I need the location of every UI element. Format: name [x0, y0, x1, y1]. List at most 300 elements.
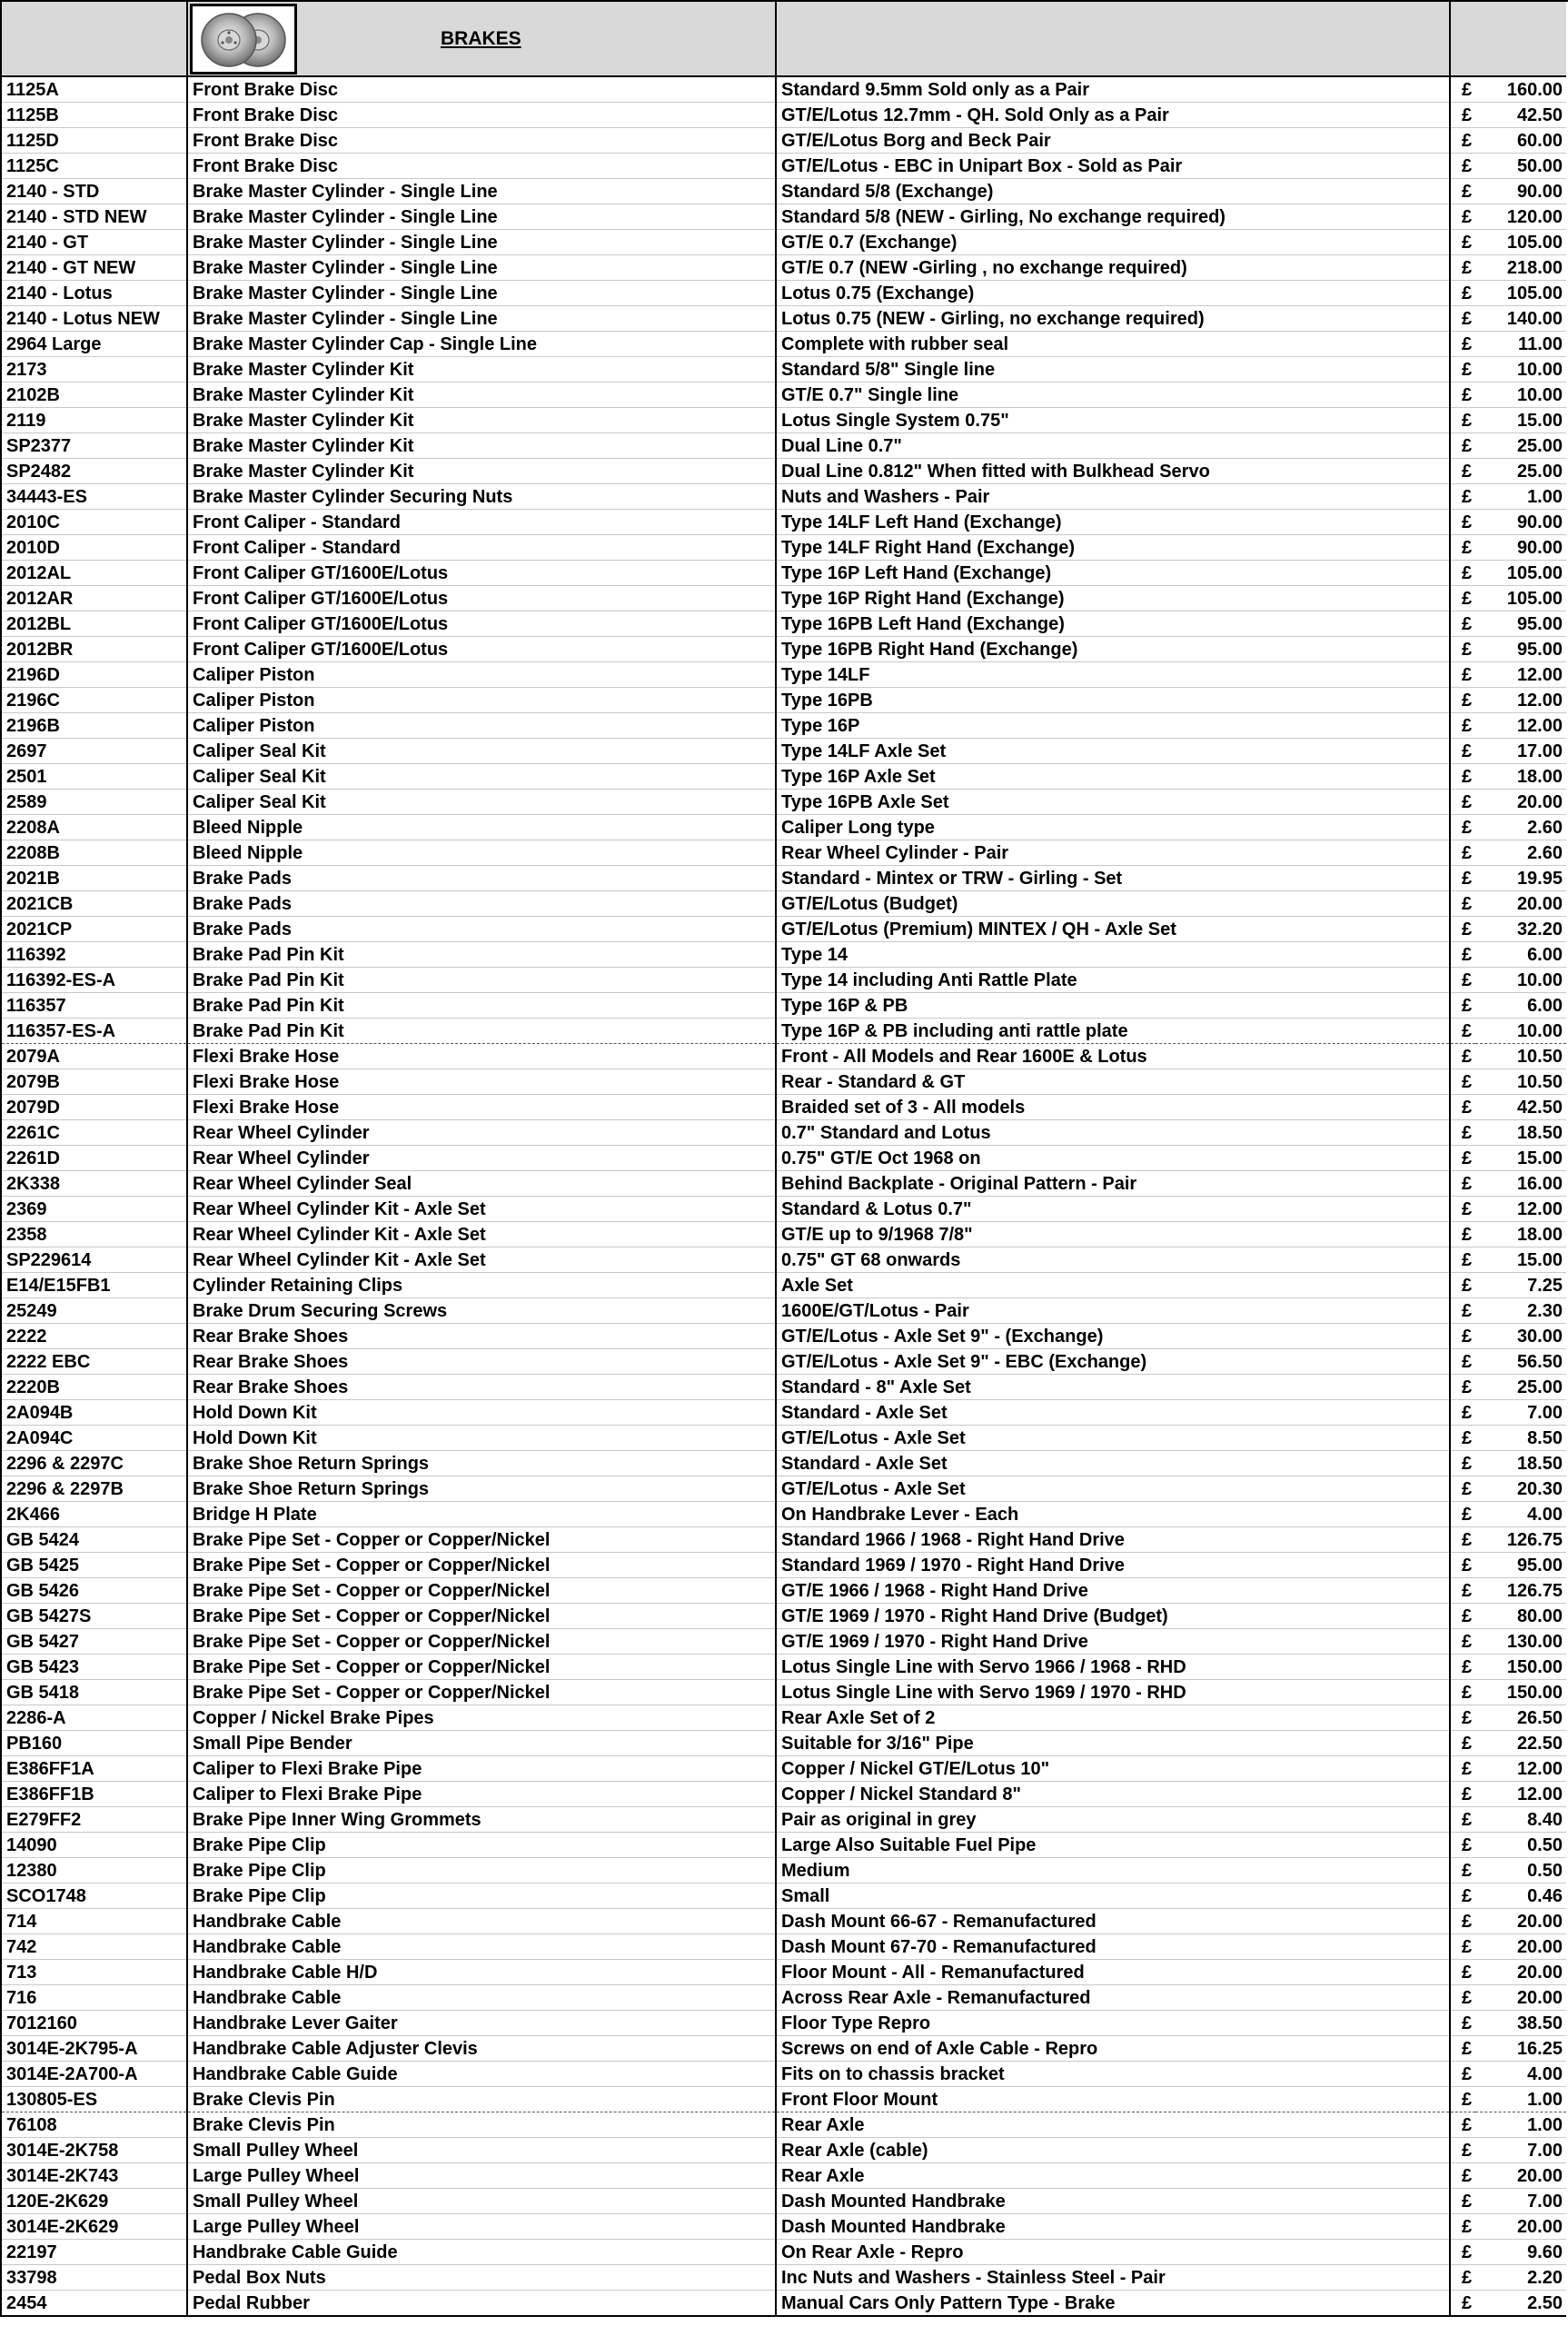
part-number-cell: 2222 EBC — [2, 1349, 187, 1375]
table-row — [2, 1909, 1566, 1934]
price-cell: 12.00 — [1475, 713, 1566, 739]
specification-cell: Type 14LF — [776, 662, 1450, 688]
price-cell: 12.00 — [1475, 662, 1566, 688]
currency-cell: £ — [1450, 968, 1475, 993]
currency-cell: £ — [1450, 739, 1475, 764]
description-cell: Handbrake Cable Guide — [187, 2062, 776, 2087]
specification-cell: 0.75" GT 68 onwards — [776, 1247, 1450, 1273]
specification-cell: Manual Cars Only Pattern Type - Brake — [776, 2291, 1450, 2317]
description-cell: Brake Pipe Set - Copper or Copper/Nickel — [187, 1527, 776, 1553]
part-number-cell: 2140 - GT NEW — [2, 255, 187, 281]
table-row — [2, 1833, 1566, 1858]
description-cell: Brake Pads — [187, 917, 776, 942]
specification-cell: Type 14LF Right Hand (Exchange) — [776, 535, 1450, 561]
description-cell: Caliper Seal Kit — [187, 790, 776, 815]
table-row — [2, 1298, 1566, 1324]
part-number-cell: 2196B — [2, 713, 187, 739]
currency-cell: £ — [1450, 383, 1475, 408]
price-cell: 160.00 — [1475, 76, 1566, 103]
part-number-cell: 2021CB — [2, 891, 187, 917]
table-row — [2, 2011, 1566, 2036]
price-cell: 150.00 — [1475, 1680, 1566, 1705]
currency-cell: £ — [1450, 1426, 1475, 1451]
price-cell: 10.50 — [1475, 1069, 1566, 1095]
specification-cell: Standard 5/8 (Exchange) — [776, 179, 1450, 204]
currency-cell: £ — [1450, 1807, 1475, 1833]
specification-cell: GT/E 1969 / 1970 - Right Hand Drive — [776, 1629, 1450, 1655]
part-number-cell: PB160 — [2, 1731, 187, 1756]
part-number-cell: 2079A — [2, 1044, 187, 1069]
description-cell: Large Pulley Wheel — [187, 2163, 776, 2189]
part-number-cell: 2173 — [2, 357, 187, 383]
description-cell: Small Pulley Wheel — [187, 2189, 776, 2214]
description-cell: Brake Pipe Clip — [187, 1884, 776, 1909]
currency-cell: £ — [1450, 2240, 1475, 2265]
specification-cell: Type 16P & PB — [776, 993, 1450, 1019]
description-cell: Rear Wheel Cylinder — [187, 1120, 776, 1146]
description-cell: Handbrake Cable — [187, 1934, 776, 1960]
price-cell: 6.00 — [1475, 993, 1566, 1019]
header-spec-cell — [776, 2, 1450, 76]
currency-cell: £ — [1450, 1222, 1475, 1247]
currency-cell: £ — [1450, 2265, 1475, 2291]
table-row — [2, 790, 1566, 815]
part-number-cell: 76108 — [2, 2112, 187, 2138]
price-cell: 56.50 — [1475, 1349, 1566, 1375]
specification-cell: Rear Axle — [776, 2112, 1450, 2138]
part-number-cell: 2140 - Lotus NEW — [2, 306, 187, 332]
price-cell: 30.00 — [1475, 1324, 1566, 1349]
table-row — [2, 1884, 1566, 1909]
specification-cell: GT/E/Lotus - EBC in Unipart Box - Sold as Pair — [776, 154, 1450, 179]
price-cell: 12.00 — [1475, 1197, 1566, 1222]
table-row — [2, 1120, 1566, 1146]
table-row — [2, 2214, 1566, 2240]
price-cell: 126.75 — [1475, 1578, 1566, 1604]
part-number-cell: 2697 — [2, 739, 187, 764]
currency-cell: £ — [1450, 1833, 1475, 1858]
part-number-cell: 2010C — [2, 510, 187, 535]
part-number-cell: 2196D — [2, 662, 187, 688]
specification-cell: Dual Line 0.812" When fitted with Bulkhead Servo — [776, 459, 1450, 484]
currency-cell: £ — [1450, 154, 1475, 179]
specification-cell: Type 14LF Left Hand (Exchange) — [776, 510, 1450, 535]
part-number-cell: GB 5425 — [2, 1553, 187, 1578]
table-row — [2, 1934, 1566, 1960]
specification-cell: Large Also Suitable Fuel Pipe — [776, 1833, 1450, 1858]
specification-cell: GT/E up to 9/1968 7/8" — [776, 1222, 1450, 1247]
description-cell: Brake Pipe Set - Copper or Copper/Nickel — [187, 1604, 776, 1629]
part-number-cell: 2208A — [2, 815, 187, 840]
description-cell: Brake Master Cylinder Kit — [187, 459, 776, 484]
price-cell: 4.00 — [1475, 2062, 1566, 2087]
description-cell: Front Brake Disc — [187, 76, 776, 103]
part-number-cell: 2079B — [2, 1069, 187, 1095]
description-cell: Handbrake Cable — [187, 1985, 776, 2011]
description-cell: Front Caliper GT/1600E/Lotus — [187, 586, 776, 611]
currency-cell: £ — [1450, 688, 1475, 713]
currency-cell: £ — [1450, 1680, 1475, 1705]
part-number-cell: 3014E-2K758 — [2, 2138, 187, 2163]
table-row — [2, 281, 1566, 306]
specification-cell: Pair as original in grey — [776, 1807, 1450, 1833]
part-number-cell: 2A094C — [2, 1426, 187, 1451]
part-number-cell: 2964 Large — [2, 332, 187, 357]
description-cell: Brake Pads — [187, 866, 776, 891]
part-number-cell: 2012AL — [2, 561, 187, 586]
part-number-cell: 116357 — [2, 993, 187, 1019]
price-cell: 11.00 — [1475, 332, 1566, 357]
table-row — [2, 942, 1566, 968]
price-cell: 16.25 — [1475, 2036, 1566, 2062]
description-cell: Copper / Nickel Brake Pipes — [187, 1705, 776, 1731]
table-row — [2, 357, 1566, 383]
description-cell: Rear Brake Shoes — [187, 1324, 776, 1349]
table-row — [2, 1019, 1566, 1044]
specification-cell: Type 16PB Axle Set — [776, 790, 1450, 815]
description-cell: Cylinder Retaining Clips — [187, 1273, 776, 1298]
description-cell: Handbrake Cable Guide — [187, 2240, 776, 2265]
price-cell: 2.60 — [1475, 840, 1566, 866]
description-cell: Front Brake Disc — [187, 128, 776, 154]
currency-cell: £ — [1450, 1120, 1475, 1146]
price-cell: 95.00 — [1475, 611, 1566, 637]
description-cell: Caliper Seal Kit — [187, 739, 776, 764]
specification-cell: Nuts and Washers - Pair — [776, 484, 1450, 510]
part-number-cell: 2012AR — [2, 586, 187, 611]
part-number-cell: GB 5424 — [2, 1527, 187, 1553]
table-row — [2, 1095, 1566, 1120]
table-row — [2, 459, 1566, 484]
currency-cell: £ — [1450, 1019, 1475, 1044]
part-number-cell: 2454 — [2, 2291, 187, 2317]
specification-cell: GT/E 0.7 (Exchange) — [776, 230, 1450, 255]
price-cell: 0.50 — [1475, 1833, 1566, 1858]
description-cell: Brake Master Cylinder - Single Line — [187, 306, 776, 332]
table-row — [2, 1400, 1566, 1426]
description-cell: Brake Pipe Inner Wing Grommets — [187, 1807, 776, 1833]
specification-cell: Type 16P Left Hand (Exchange) — [776, 561, 1450, 586]
part-number-cell: E386FF1B — [2, 1782, 187, 1807]
specification-cell: Dash Mounted Handbrake — [776, 2214, 1450, 2240]
specification-cell: Standard 9.5mm Sold only as a Pair — [776, 76, 1450, 103]
price-cell: 2.20 — [1475, 2265, 1566, 2291]
table-row — [2, 1197, 1566, 1222]
currency-cell: £ — [1450, 1782, 1475, 1807]
table-row — [2, 688, 1566, 713]
currency-cell: £ — [1450, 1247, 1475, 1273]
currency-cell: £ — [1450, 1171, 1475, 1197]
table-row — [2, 1604, 1566, 1629]
table-row — [2, 1044, 1566, 1069]
price-cell: 105.00 — [1475, 561, 1566, 586]
part-number-cell: 116357-ES-A — [2, 1019, 187, 1044]
currency-cell: £ — [1450, 1985, 1475, 2011]
part-number-cell: 1125B — [2, 103, 187, 128]
currency-cell: £ — [1450, 1476, 1475, 1502]
table-row — [2, 1705, 1566, 1731]
part-number-cell: GB 5427 — [2, 1629, 187, 1655]
description-cell: Front Caliper GT/1600E/Lotus — [187, 611, 776, 637]
price-cell: 20.00 — [1475, 891, 1566, 917]
brake-discs-icon — [190, 4, 297, 75]
description-cell: Handbrake Cable Adjuster Clevis — [187, 2036, 776, 2062]
specification-cell: Front Floor Mount — [776, 2087, 1450, 2112]
price-cell: 42.50 — [1475, 1095, 1566, 1120]
specification-cell: 0.7" Standard and Lotus — [776, 1120, 1450, 1146]
part-number-cell: 2102B — [2, 383, 187, 408]
currency-cell: £ — [1450, 1375, 1475, 1400]
specification-cell: Lotus Single Line with Servo 1969 / 1970 - RHD — [776, 1680, 1450, 1705]
currency-cell: £ — [1450, 128, 1475, 154]
description-cell: Front Caliper GT/1600E/Lotus — [187, 561, 776, 586]
table-row — [2, 1960, 1566, 1985]
part-number-cell: 2140 - GT — [2, 230, 187, 255]
price-cell: 18.00 — [1475, 1222, 1566, 1247]
part-number-cell: 2K338 — [2, 1171, 187, 1197]
part-number-cell: E279FF2 — [2, 1807, 187, 1833]
part-number-cell: 714 — [2, 1909, 187, 1934]
specification-cell: GT/E/Lotus - Axle Set — [776, 1426, 1450, 1451]
currency-cell: £ — [1450, 281, 1475, 306]
specification-cell: GT/E/Lotus Borg and Beck Pair — [776, 128, 1450, 154]
currency-cell: £ — [1450, 1197, 1475, 1222]
price-cell: 18.00 — [1475, 764, 1566, 790]
description-cell: Brake Pipe Clip — [187, 1833, 776, 1858]
part-number-cell: E14/E15FB1 — [2, 1273, 187, 1298]
description-cell: Small Pulley Wheel — [187, 2138, 776, 2163]
description-cell: Flexi Brake Hose — [187, 1069, 776, 1095]
table-row — [2, 2112, 1566, 2138]
currency-cell: £ — [1450, 306, 1475, 332]
specification-cell: Lotus Single Line with Servo 1966 / 1968 - RHD — [776, 1655, 1450, 1680]
description-cell: Caliper to Flexi Brake Pipe — [187, 1782, 776, 1807]
table-row — [2, 1222, 1566, 1247]
price-cell: 105.00 — [1475, 281, 1566, 306]
table-row — [2, 1527, 1566, 1553]
currency-cell: £ — [1450, 586, 1475, 611]
description-cell: Pedal Box Nuts — [187, 2265, 776, 2291]
currency-cell: £ — [1450, 510, 1475, 535]
table-row — [2, 154, 1566, 179]
currency-cell: £ — [1450, 1349, 1475, 1375]
specification-cell: Standard 5/8 (NEW - Girling, No exchange required) — [776, 204, 1450, 230]
specification-cell: Lotus 0.75 (NEW - Girling, no exchange required) — [776, 306, 1450, 332]
specification-cell: Type 16P Right Hand (Exchange) — [776, 586, 1450, 611]
currency-cell: £ — [1450, 891, 1475, 917]
part-number-cell: 1125D — [2, 128, 187, 154]
currency-cell: £ — [1450, 840, 1475, 866]
currency-cell: £ — [1450, 2138, 1475, 2163]
specification-cell: Standard 5/8" Single line — [776, 357, 1450, 383]
currency-cell: £ — [1450, 1146, 1475, 1171]
specification-cell: 1600E/GT/Lotus - Pair — [776, 1298, 1450, 1324]
table-row — [2, 815, 1566, 840]
currency-cell: £ — [1450, 637, 1475, 662]
part-number-cell: 2K466 — [2, 1502, 187, 1527]
price-cell: 95.00 — [1475, 637, 1566, 662]
table-row — [2, 561, 1566, 586]
table-row — [2, 535, 1566, 561]
currency-cell: £ — [1450, 204, 1475, 230]
specification-cell: Type 16PB Left Hand (Exchange) — [776, 611, 1450, 637]
description-cell: Rear Wheel Cylinder — [187, 1146, 776, 1171]
currency-cell: £ — [1450, 1451, 1475, 1476]
description-cell: Rear Wheel Cylinder Kit - Axle Set — [187, 1197, 776, 1222]
currency-cell: £ — [1450, 1604, 1475, 1629]
currency-cell: £ — [1450, 2036, 1475, 2062]
part-number-cell: 3014E-2K629 — [2, 2214, 187, 2240]
description-cell: Brake Pads — [187, 891, 776, 917]
specification-cell: Screws on end of Axle Cable - Repro — [776, 2036, 1450, 2062]
description-cell: Brake Clevis Pin — [187, 2112, 776, 2138]
table-row — [2, 1985, 1566, 2011]
part-number-cell: 2012BL — [2, 611, 187, 637]
part-number-cell: 22197 — [2, 2240, 187, 2265]
table-row — [2, 2265, 1566, 2291]
specification-cell: GT/E 1966 / 1968 - Right Hand Drive — [776, 1578, 1450, 1604]
part-number-cell: GB 5427S — [2, 1604, 187, 1629]
currency-cell: £ — [1450, 1527, 1475, 1553]
currency-cell: £ — [1450, 2087, 1475, 2112]
specification-cell: Braided set of 3 - All models — [776, 1095, 1450, 1120]
description-cell: Bleed Nipple — [187, 815, 776, 840]
currency-cell: £ — [1450, 2291, 1475, 2317]
currency-cell: £ — [1450, 459, 1475, 484]
table-row — [2, 866, 1566, 891]
price-cell: 12.00 — [1475, 1782, 1566, 1807]
specification-cell: Behind Backplate - Original Pattern - Pair — [776, 1171, 1450, 1197]
description-cell: Brake Drum Securing Screws — [187, 1298, 776, 1324]
currency-cell: £ — [1450, 1324, 1475, 1349]
price-cell: 10.50 — [1475, 1044, 1566, 1069]
specification-cell: Caliper Long type — [776, 815, 1450, 840]
table-row — [2, 408, 1566, 433]
table-row — [2, 204, 1566, 230]
part-number-cell: 2021B — [2, 866, 187, 891]
description-cell: Caliper Piston — [187, 713, 776, 739]
description-cell: Large Pulley Wheel — [187, 2214, 776, 2240]
price-cell: 20.00 — [1475, 1985, 1566, 2011]
table-row — [2, 2036, 1566, 2062]
header-description-cell — [187, 2, 776, 76]
currency-cell: £ — [1450, 179, 1475, 204]
price-cell: 60.00 — [1475, 128, 1566, 154]
table-row — [2, 128, 1566, 154]
description-cell: Flexi Brake Hose — [187, 1044, 776, 1069]
currency-cell: £ — [1450, 866, 1475, 891]
brakes-price-table — [2, 2, 1566, 2317]
table-row — [2, 332, 1566, 357]
part-number-cell: 2079D — [2, 1095, 187, 1120]
description-cell: Brake Master Cylinder Kit — [187, 357, 776, 383]
specification-cell: Rear Axle (cable) — [776, 2138, 1450, 2163]
part-number-cell: 2296 & 2297C — [2, 1451, 187, 1476]
description-cell: Caliper to Flexi Brake Pipe — [187, 1756, 776, 1782]
part-number-cell: 2296 & 2297B — [2, 1476, 187, 1502]
price-cell: 25.00 — [1475, 1375, 1566, 1400]
specification-cell: GT/E/Lotus (Premium) MINTEX / QH - Axle Set — [776, 917, 1450, 942]
part-number-cell: 2286-A — [2, 1705, 187, 1731]
specification-cell: GT/E/Lotus (Budget) — [776, 891, 1450, 917]
table-row — [2, 1171, 1566, 1197]
part-number-cell: 2010D — [2, 535, 187, 561]
specification-cell: Rear - Standard & GT — [776, 1069, 1450, 1095]
price-cell: 95.00 — [1475, 1553, 1566, 1578]
price-cell: 20.00 — [1475, 2214, 1566, 2240]
description-cell: Hold Down Kit — [187, 1426, 776, 1451]
table-row — [2, 2062, 1566, 2087]
part-number-cell: 14090 — [2, 1833, 187, 1858]
table-row — [2, 1807, 1566, 1833]
header-currency-cell — [1450, 2, 1475, 76]
part-number-cell: SP2482 — [2, 459, 187, 484]
part-number-cell: 716 — [2, 1985, 187, 2011]
table-row — [2, 1858, 1566, 1884]
specification-cell: Type 16PB Right Hand (Exchange) — [776, 637, 1450, 662]
part-number-cell: 12380 — [2, 1858, 187, 1884]
description-cell: Brake Shoe Return Springs — [187, 1476, 776, 1502]
part-number-cell: 120E-2K629 — [2, 2189, 187, 2214]
price-cell: 1.00 — [1475, 2112, 1566, 2138]
table-row — [2, 76, 1566, 103]
currency-cell: £ — [1450, 2163, 1475, 2189]
table-row — [2, 383, 1566, 408]
description-cell: Brake Master Cylinder - Single Line — [187, 204, 776, 230]
specification-cell: Dash Mount 66-67 - Remanufactured — [776, 1909, 1450, 1934]
price-cell: 18.50 — [1475, 1120, 1566, 1146]
table-row — [2, 1375, 1566, 1400]
part-number-cell: 2140 - Lotus — [2, 281, 187, 306]
price-cell: 26.50 — [1475, 1705, 1566, 1731]
price-cell: 9.60 — [1475, 2240, 1566, 2265]
part-number-cell: 116392 — [2, 942, 187, 968]
currency-cell: £ — [1450, 1553, 1475, 1578]
price-cell: 7.00 — [1475, 2138, 1566, 2163]
part-number-cell: 742 — [2, 1934, 187, 1960]
description-cell: Handbrake Lever Gaiter — [187, 2011, 776, 2036]
specification-cell: Suitable for 3/16" Pipe — [776, 1731, 1450, 1756]
specification-cell: Standard 1969 / 1970 - Right Hand Drive — [776, 1553, 1450, 1578]
part-number-cell: 2A094B — [2, 1400, 187, 1426]
table-row — [2, 713, 1566, 739]
specification-cell: GT/E 0.7 (NEW -Girling , no exchange required) — [776, 255, 1450, 281]
table-row — [2, 1578, 1566, 1604]
description-cell: Brake Master Cylinder Cap - Single Line — [187, 332, 776, 357]
price-cell: 19.95 — [1475, 866, 1566, 891]
description-cell: Brake Shoe Return Springs — [187, 1451, 776, 1476]
price-cell: 20.00 — [1475, 2163, 1566, 2189]
part-number-cell: 2369 — [2, 1197, 187, 1222]
table-row — [2, 1247, 1566, 1273]
part-number-cell: 2021CP — [2, 917, 187, 942]
specification-cell: Standard - Mintex or TRW - Girling - Set — [776, 866, 1450, 891]
specification-cell: Standard & Lotus 0.7" — [776, 1197, 1450, 1222]
price-cell: 8.50 — [1475, 1426, 1566, 1451]
table-row — [2, 1553, 1566, 1578]
currency-cell: £ — [1450, 1069, 1475, 1095]
price-cell: 15.00 — [1475, 1247, 1566, 1273]
price-cell: 126.75 — [1475, 1527, 1566, 1553]
description-cell: Brake Pad Pin Kit — [187, 993, 776, 1019]
specification-cell: Axle Set — [776, 1273, 1450, 1298]
currency-cell: £ — [1450, 2062, 1475, 2087]
specification-cell: Type 14 including Anti Rattle Plate — [776, 968, 1450, 993]
specification-cell: Copper / Nickel GT/E/Lotus 10" — [776, 1756, 1450, 1782]
part-number-cell: 2501 — [2, 764, 187, 790]
table-row — [2, 306, 1566, 332]
price-cell: 8.40 — [1475, 1807, 1566, 1833]
